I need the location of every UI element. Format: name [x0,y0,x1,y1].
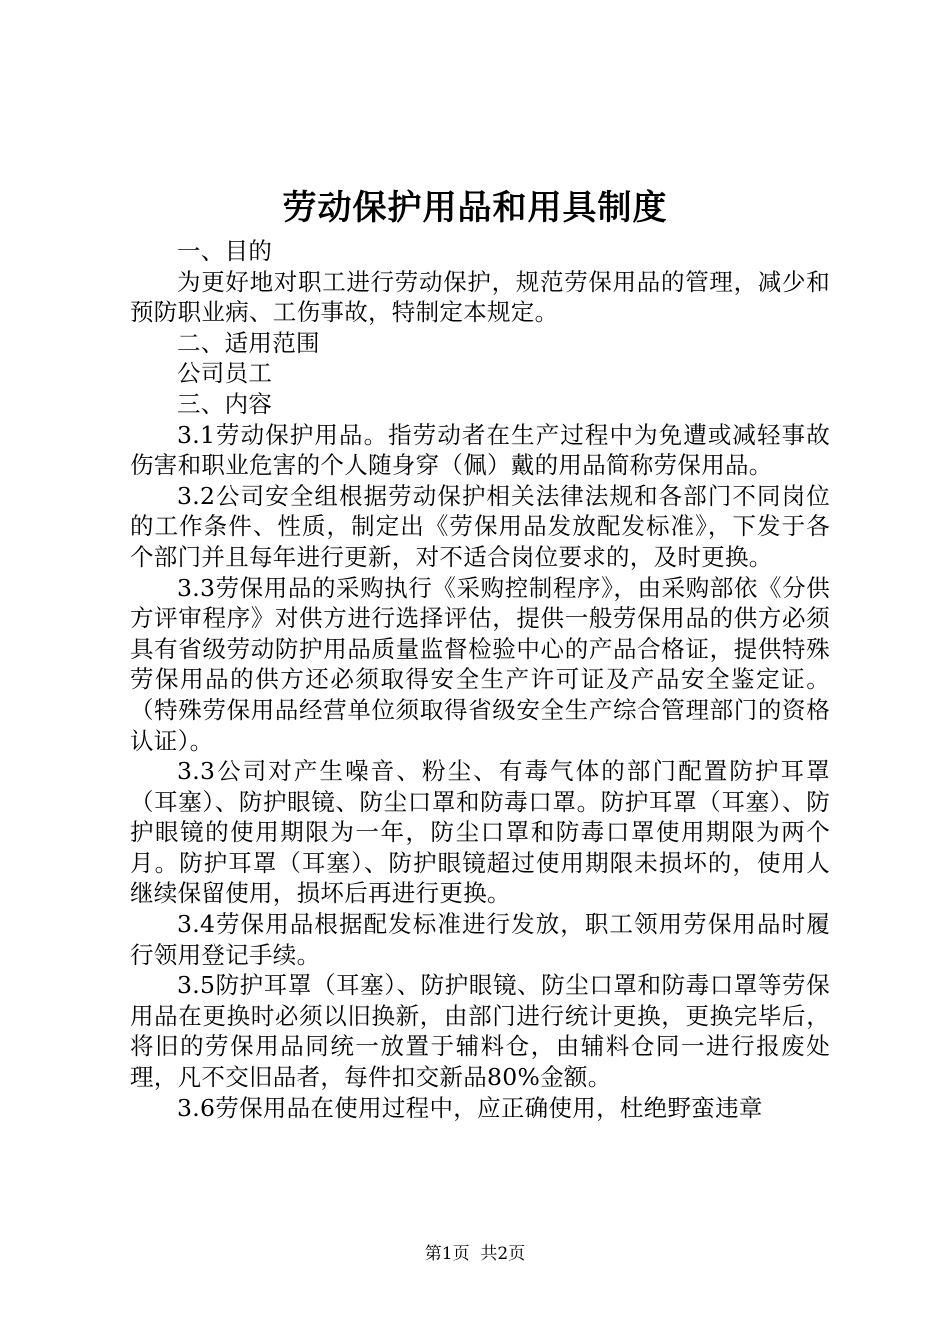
clause-3-2: 3.2公司安全组根据劳动保护相关法律法规和各部门不同岗位的工作条件、性质，制定出《劳保用品发放配发标准》，下发于各个部门并且每年进行更新，对不适合岗位要求的，及时更换。 [130,481,830,571]
section-heading-content: 三、内容 [177,389,273,418]
document-body [130,236,830,1123]
clause-3-6: 3.6劳保用品在使用过程中，应正确使用，杜绝野蛮违章 [177,1093,763,1122]
clause-3-5: 3.5防护耳罩（耳塞）、防护眼镜、防尘口罩和防毒口罩等劳保用品在更换时必须以旧换新，由部门进行统计更换，更换完毕后，将旧的劳保用品同统一放置于辅料仓，由辅料仓同一进行报废处理，凡不交旧品者，每件扣交新品80%金额。 [130,971,830,1092]
clause-3-4: 3.4劳保用品根据配发标准进行发放，职工领用劳保用品时履行领用登记手续。 [130,910,830,969]
page-total: 共2页 [480,1244,526,1264]
clause-3-3-equipment: 3.3公司对产生噪音、粉尘、有毒气体的部门配置防护耳罩（耳塞）、防护眼镜、防尘口罩和防毒口罩。防护耳罩（耳塞）、防护眼镜的使用期限为一年，防尘口罩和防毒口罩使用期限为两个月。防护耳罩（耳塞）、防护眼镜超过使用期限未损坏的，使用人继续保留使用，损坏后再进行更换。 [130,757,830,908]
clause-3-1: 3.1劳动保护用品。指劳动者在生产过程中为免遭或减轻事故伤害和职业危害的个人随身穿（佩）戴的用品简称劳保用品。 [130,420,830,480]
paragraph-scope: 公司员工 [177,359,273,388]
page-footer [0,1242,950,1266]
document-title: 劳动保护用品和用具制度 [282,188,668,228]
clause-3-3-procurement: 3.3劳保用品的采购执行《采购控制程序》，由采购部依《分供方评审程序》对供方进行选择评估，提供一般劳保用品的供方必须具有省级劳动防护用品质量监督检验中心的产品合格证，提供特殊劳保用品的供方还必须取得安全生产许可证及产品安全鉴定证。（特殊劳保用品经营单位须取得省级安全生产综合管理部门的资格认证）。 [130,573,830,755]
section-heading-scope: 二、适用范围 [177,328,320,357]
paragraph-purpose: 为更好地对职工进行劳动保护，规范劳保用品的管理，减少和预防职业病、工伤事故，特制定本规定。 [130,267,830,327]
section-heading-purpose: 一、目的 [177,237,273,265]
page-number: 第1页 [424,1244,470,1264]
